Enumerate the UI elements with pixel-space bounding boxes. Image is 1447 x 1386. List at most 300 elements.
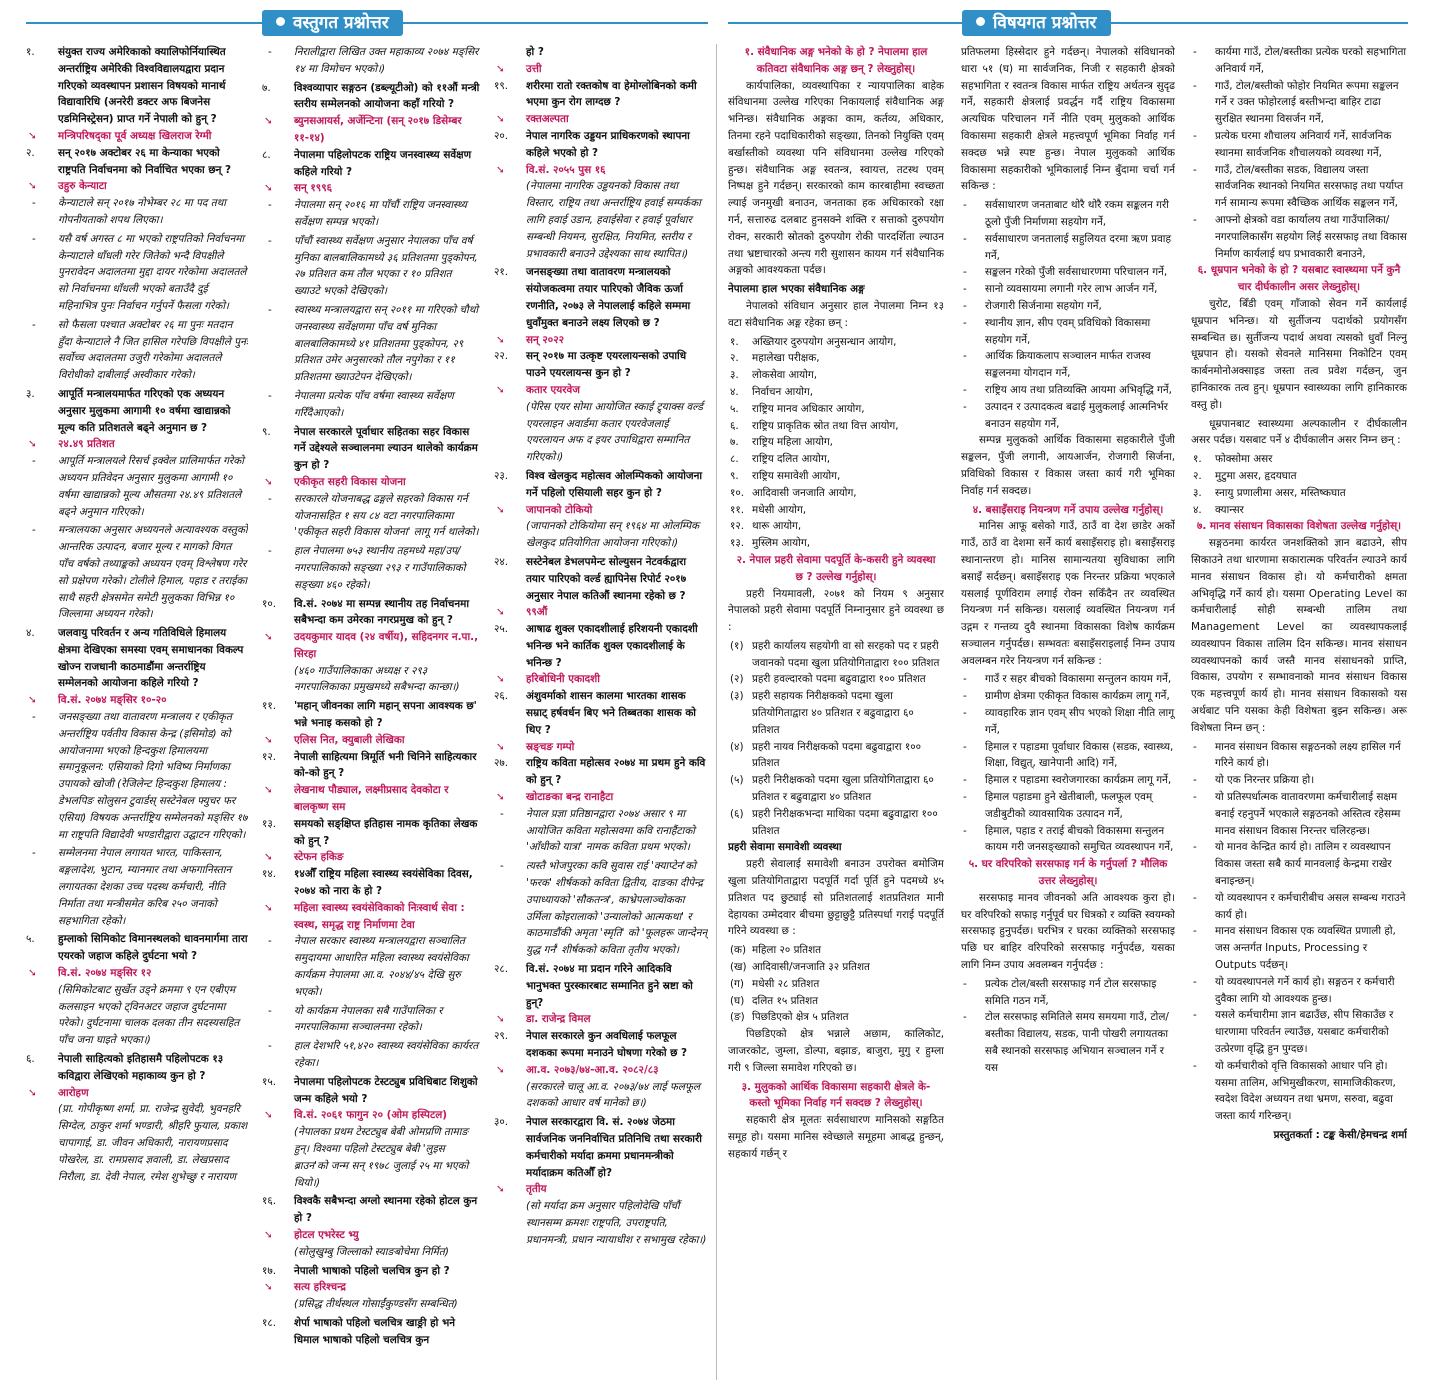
essay-heading-7: ७. मानव संसाधन विकासका विशेषता उल्लेख गर्नुहोस्। xyxy=(1196,520,1402,533)
answer: ➘ कतार एयरवेज xyxy=(494,382,708,399)
list-marker: (३) xyxy=(730,690,744,703)
list-marker: - xyxy=(963,740,967,753)
dot-icon xyxy=(976,17,985,26)
list-item: - यो व्यवस्थापन र कर्मचारीबीच असल सम्बन्ध गराउने कार्य हो। xyxy=(1193,891,1406,921)
list-marker: ८. xyxy=(730,453,739,466)
answer: ➘ तृतीय xyxy=(494,1181,708,1198)
list-item: - ग्रामीण क्षेत्रमा एकीकृत विकास कार्यक्रम लागू गर्ने, xyxy=(961,688,1175,705)
dash-marker: - xyxy=(268,1040,272,1053)
list-item: (१) प्रहरी कार्यालय सहयोगी वा सो सरहको पद र प्रहरी जवानको पदमा खुला प्रतियोगिताद्वारा १०० प्रतिशत xyxy=(730,639,940,669)
essay-paragraph: सहकारी क्षेत्र मूलतः सर्वसाधारण मानिसको सङ्गठित समूह हो। यसमा मानिस स्वेच्छाले समूहमा आबद्ध हुन्छन्, सहकार्य गर्छन् र xyxy=(728,1114,944,1160)
answer: ➘ हरिबोधिनी एकादशी xyxy=(494,671,708,688)
police-list xyxy=(728,638,944,840)
list-item: १०. आदिवासी जनजाति आयोग, xyxy=(728,485,944,502)
right-section-title: विषयगत प्रश्नोत्तर xyxy=(993,13,1097,33)
dash-marker: - xyxy=(32,524,36,537)
list-item: - मानव संसाधन विकास सङ्गठनको लक्ष्य हासिल गर्न गरिने कार्य हो। xyxy=(1193,740,1401,770)
essay-heading-5: ५. घर वरिपरिको सरसफाइ गर्न के गर्नुपर्ला ? मौलिक उत्तर लेख्नुहोस्। xyxy=(968,858,1168,888)
essay-paragraph: सम्पन्न मुलुकको आर्थिक विकासमा सहकारीले पुँजी सङ्कलन, पुँजी लगानी, आयआर्जन, रोजगारी सिर्जना, प्रविधिको विकास र विकास जस्ता कार्य गरी भूमिका निर्वाह गर्न सक्दछ। xyxy=(961,434,1175,497)
sanitation-list-continued xyxy=(1191,44,1407,262)
author-credit: प्रस्तुतकर्ता : टङ्क केसी/हेमचन्द्र शर्मा xyxy=(1273,1129,1407,1141)
answer: ➘ रक्तअल्पता xyxy=(494,111,708,128)
list-marker: ७. xyxy=(730,436,739,449)
question-number: ११. xyxy=(262,700,277,713)
smoking-effects-list xyxy=(1191,451,1407,518)
list-marker: ४. xyxy=(730,385,739,398)
explanation: (प्रसिद्ध तीर्थस्थल गोसाईंकुण्डसँग सम्बन्धित) xyxy=(294,1298,458,1311)
question-number: २३. xyxy=(494,469,509,482)
list-item: ७. राष्ट्रिय महिला आयोग, xyxy=(728,434,944,451)
list-item: - यो एक निरन्तर प्रक्रिया हो। xyxy=(1191,772,1407,789)
essay-heading-4: ४. बसाइँसराइ नियन्त्रण गर्ने उपाय उल्लेख गर्नुहोस्। xyxy=(972,503,1164,516)
list-item: - हिमाल पहाडमा हुने खेतीबाली, फलफूल एवम् जडीबुटीको व्यावसायिक उत्पादन गर्ने, xyxy=(963,791,1153,820)
answer: ➘ सत्य हरिश्चन्द्र xyxy=(262,1279,480,1296)
list-item: २. मुटुमा असर, हृदयघात xyxy=(1191,468,1407,485)
question: ३. आपूर्ति मन्त्रालयमार्फत गरिएको एक अध्ययन अनुसार मुलुकमा आगामी १० वर्षमा खाद्यान्नको मूल्य कति प्रतिशतले बढ्ने अनुमान छ ? xyxy=(26,387,231,434)
list-item: (२) प्रहरी हवल्दारको पदमा बढुवाद्वारा १०० प्रतिशत xyxy=(728,671,944,688)
list-marker: - xyxy=(1193,774,1197,787)
essay-paragraph: पिछडिएको क्षेत्र भन्नाले अछाम, कालिकोट, जाजरकोट, जुम्ला, डोल्पा, बझाङ, बाजुरा, मुगु र हुम्ला गरी ९ जिल्ला समावेश गरिएको छ। xyxy=(728,1028,944,1074)
arrow-icon: ➘ xyxy=(28,1086,37,1099)
dash-marker: - xyxy=(32,455,36,468)
explanation: - हाल देशभरि ५१,४२० स्वास्थ्य स्वयंसेविका कार्यरत रहेका। xyxy=(268,1040,479,1070)
list-marker: - xyxy=(963,707,967,720)
list-marker: १०. xyxy=(730,486,745,499)
explanation: (नेपालमा नागरिक उड्डयनको विकास तथा विस्तार, राष्ट्रिय तथा अन्तर्राष्ट्रिय हवाई सम्पर्कका लागि हवाई उडान, हवाईसेवा र हवाई पूर्वाधार सम्बन्धी नियमन, सुरक्षित, नियमित, स्तरीय र प्रभावकारी बनाउने उद्देश्यका साथ स्थापित।) xyxy=(526,180,701,260)
explanation: - यो कार्यक्रम नेपालका सबै गाउँपालिका र नगरपालिकामा सञ्चालनमा रहेको। xyxy=(268,1004,443,1034)
question-number: ८. xyxy=(262,148,271,161)
essay-paragraph: प्रतिफलमा हिस्सेदार हुने गर्दछन्। नेपालको संविधानको धारा ५१ (घ) मा सार्वजनिक, निजी र सहकारी क्षेत्रको सहभागिता र स्वतन्त्र विकास मार्फत राष्ट्रिय अर्थतन्त्र सुदृढ गर्ने, सहकारी क्षेत्रलाई प्रवर्द्धन गर्दै राष्ट्रिय विकासमा अत्यधिक परिचालन गर्ने नीति एवम् मुलुकको आर्थिक विकासमा सहकारी क्षेत्रले महत्त्वपूर्ण भूमिका निर्वाह गर्न सक्दछ भन्ने स्पष्ट हुन्छ। नेपाल मुलुकको आर्थिक विकासमा सहकारीको भूमिकालाई निम्न बुँदामा चर्चा गर्न सकिन्छ : xyxy=(961,46,1175,193)
answer: ➘ आ.व. २०७३/७४-आ.व. २०८२/८३ xyxy=(494,1062,708,1079)
list-marker: - xyxy=(1193,841,1197,854)
answer: ➘ खोटाङका बन्द्र रानाहैटा xyxy=(494,789,708,806)
list-marker: - xyxy=(963,791,967,804)
answer: ➘ स्टेफन हकिङ xyxy=(262,849,480,866)
explanation: (सरकारले चालू आ.व. २०७३/७४ लाई फलफूल दशकको आधार वर्ष मानेको छ।) xyxy=(526,1080,701,1110)
arrow-icon: ➘ xyxy=(496,1013,505,1026)
question-number: १०. xyxy=(262,597,277,610)
question: १८. शेर्पा भाषाको पहिलो चलचित्र खाङ्री हो भने धिमाल भाषाको पहिलो चलचित्र कुन xyxy=(262,1316,456,1346)
list-item: - हिमाल र पहाडमा स्वरोजगारका कार्यक्रम लागू गर्ने, xyxy=(961,772,1175,789)
organ-list xyxy=(728,334,944,552)
question: ८. नेपालमा पहिलोपटक राष्ट्रिय जनस्वास्थ्य सर्वेक्षण कहिले गरियो ? xyxy=(262,148,472,178)
question-number: १. xyxy=(26,46,35,58)
dash-marker: - xyxy=(500,807,504,820)
arrow-icon: ➘ xyxy=(28,694,37,707)
question: २२. सन् २०१७ मा उत्कृष्ट एयरलायन्सको उपाधि पाउने एयरलायन्स कुन हो ? xyxy=(494,350,687,380)
list-item: ८. राष्ट्रिय दलित आयोग, xyxy=(728,451,944,468)
list-item: - व्यावहारिक ज्ञान एवम् सीप भएको शिक्षा नीति लागू गर्ने, xyxy=(963,707,1175,736)
list-marker: - xyxy=(963,977,967,990)
dash-marker: - xyxy=(32,197,36,210)
explanation: (सोलुखुम्बु जिल्लाको स्याङबोचेमा निर्मित) xyxy=(294,1245,449,1258)
question: १३. समयको सङ्क्षिप्त इतिहास नामक कृतिका लेखक को हुन् ? xyxy=(262,817,478,847)
question: हो ? xyxy=(526,46,544,58)
dash-marker: - xyxy=(268,545,272,558)
explanation: - नेपालमा प्रत्येक पाँच वर्षमा स्वास्थ्य सर्वेक्षण गरिँदैआएको। xyxy=(268,389,454,419)
list-marker: (ङ) xyxy=(730,1011,745,1024)
question: ४. जलवायु परिवर्तन र अन्य गतिविधिले हिमालय क्षेत्रमा देखिएका समस्या एवम् समाधानका विकल्प खोज्न राजधानी काठमाडौंमा अन्तर्राष्ट्रिय सम्मेलनको आयोजना कहिले गरियो ? xyxy=(26,627,244,690)
hr-features-list xyxy=(1191,739,1407,1125)
question-number: १७. xyxy=(262,1264,277,1277)
dash-marker: - xyxy=(32,711,36,724)
list-item: (घ) दलित १५ प्रतिशत xyxy=(728,993,944,1010)
list-item: - राष्ट्रिय आय तथा प्रतिव्यक्ति आयमा अभिवृद्धि गर्ने, xyxy=(961,382,1175,399)
list-item: - यो प्रतिस्पर्धात्मक वातावरणमा कर्मचारीलाई सक्षम बनाई रहनुपर्ने भएकाले सङ्गठनको अस्तित्व रहेसम्म मानव संसाधन विकास निरन्तर चलिरहन्छ। xyxy=(1193,791,1401,837)
explanation: - आपूर्ति मन्त्रालयले रिसर्च इक्वेल प्रालिमार्फत गरेको अध्ययन प्रतिवेदन अनुसार मुलुकमा आगामी १० वर्षमा खाद्यान्नको मूल्य औसतमा २४.४९ प्रतिशतले बढ्ने अनुमान गरिएको। xyxy=(32,455,244,518)
list-item: - हिमाल, पहाड र तराई बीचको विकासमा सन्तुलन कायम गरी जनसङ्ख्याको समुचित व्यवस्थापन गर्ने, xyxy=(963,824,1174,854)
explanation: - नेपाल सरकार स्वास्थ्य मन्त्रालयद्वारा सञ्चालित समुदायमा आधारित महिला स्वास्थ्य स्वयंसेविका कार्यक्रम नेपालमा आ.व. २०४४/४५ देखि सुरु भएको। xyxy=(268,935,469,998)
essay-column-3 xyxy=(1191,44,1407,1380)
list-marker: - xyxy=(963,690,967,703)
question: २. सन् २०१७ अक्टोबर २६ मा केन्याका भएको राष्ट्रपति निर्वाचनमा को निर्वाचित भएका छन् ? xyxy=(26,146,232,176)
list-marker: - xyxy=(963,299,967,312)
explanation: - नेपाल प्रज्ञा प्रतिष्ठानद्वारा २०७४ असार ९ मा आयोजित कविता महोत्सवमा कवि रानाहैंटाको 'आँधीको यात्रा' नामक कविता प्रथम भएको। xyxy=(500,807,695,854)
list-marker: - xyxy=(963,774,967,787)
list-item: - यसले कर्मचारीमा ज्ञान बढाउँछ, सीप सिकाउँछ र धारणामा परिवर्तन ल्याउँछ, यसबाट कर्मचारीको उत्प्रेरणा वृद्धि हुन पुग्दछ। xyxy=(1193,1009,1394,1056)
list-marker: - xyxy=(1193,1059,1197,1072)
arrow-icon: ➘ xyxy=(496,503,505,516)
dash-marker: - xyxy=(268,303,272,316)
dot-icon xyxy=(276,17,285,26)
dash-marker: - xyxy=(268,234,272,247)
question: ७. विश्वव्यापार सङ्गठन (डब्ल्यूटीओ) को ११औं मन्त्री स्तरीय सम्मेलनको आयोजना कहाँ गरियो ? xyxy=(262,81,480,111)
answer: ➘ वि.सं. २०६१ फागुन २० (ओम हस्पिटल) xyxy=(262,1107,480,1124)
list-marker: (५) xyxy=(730,774,744,787)
question: २४. सस्टेनेबल डेभलपमेन्ट सोल्युसन नेटवर्कद्वारा तयार पारिएको वर्ल्ड ह्यापिनेस रिपोर्ट २०१७ अनुसार नेपाल कतिऔं स्थानमा रहेको छ ? xyxy=(494,555,687,602)
list-marker: ११. xyxy=(730,503,745,516)
list-marker: - xyxy=(1193,740,1197,753)
answer: ➘ स्रङ्चङ गम्पो xyxy=(494,739,708,756)
essay-paragraph: प्रहरी सेवालाई समावेशी बनाउन उपरोक्त बमोजिम खुला प्रतियोगिताद्वारा पदपूर्ति गर्दा पूर्ति हुने पदमध्ये ४५ प्रतिशत पद छुट्याई सो प्रतिशतलाई शतप्रतिशत मानी देहायका उम्मेदवार बीचमा छुट्टाछुट्टै प्रतिस्पर्धा गराई पदपूर्ति गरिने व्यवस्था छ : xyxy=(728,858,944,938)
list-item: - सानो व्यवसायमा लगानी गरेर लाभ आर्जन गर्ने, xyxy=(961,281,1175,298)
list-item: - स्थानीय ज्ञान, सीप एवम् प्रविधिको विकासमा सहयोग गर्ने, xyxy=(963,316,1151,346)
question-number: ५. xyxy=(26,933,35,946)
list-marker: (ग) xyxy=(730,977,744,990)
list-item: (५) प्रहरी निरीक्षकको पदमा खुला प्रतियोगिताद्वारा ६० प्रतिशत र बढुवाद्वारा ४० प्रतिशत xyxy=(730,774,934,804)
list-item: - टोल सरसफाइ समितिले समय समयमा गाउँ, टोल/बस्तीका विद्यालय, सडक, पानी पोखरी लगायतका सबै स्थानको सरसफाइ अभियान सञ्चालन गर्ने र यस xyxy=(963,1011,1169,1074)
explanation: (जापानको टोकियोमा सन् १९६४ मा ओलम्पिक खेलकुद प्रतियोगिता आयोजना गरिएको।) xyxy=(526,520,700,550)
essay-subheading: प्रहरी सेवामा समावेशी व्यवस्था xyxy=(728,841,842,854)
list-marker: (घ) xyxy=(730,994,745,1007)
dash-marker: - xyxy=(500,860,504,873)
list-item: - रोजगारी सिर्जनामा सहयोग गर्ने, xyxy=(961,298,1175,315)
essay-paragraph: चुरोट, बिँडी एवम् गाँजाको सेवन गर्ने कार्यलाई धूम्रपान भनिन्छ। यो सुर्तीजन्य पदार्थको प्रयोगसँग सम्बन्धित छ। सुर्तीजन्य पदार्थ अथवा त्यसको धुवाँ निल्नु धूम्रपान हो। यसको सेवनले मानिसमा निकोटिन एवम् कार्बनमोनोअक्साइड जस्ता तत्व प्रवेश गर्दछन्, जुन हानिकारक तत्व हुन्। धूम्रपान स्वास्थ्यका लागि हानिकारक वस्तु हो। xyxy=(1191,297,1407,411)
list-marker: - xyxy=(963,350,967,363)
list-item: १३. मुस्लिम आयोग, xyxy=(728,535,944,552)
question: ५. हुम्लाको सिमिकोट विमानस्थलको धावनमार्गमा तारा एयरको जहाज कहिले दुर्घटना भयो ? xyxy=(26,933,248,963)
list-item: - गाउँ, टोल/बस्तीको फोहोर नियमित रूपमा सङ्कलन गर्ने र उक्त फोहोरलाई बस्तीभन्दा बाहिर टाढा सुरक्षित स्थानमा विसर्जन गर्ने, xyxy=(1193,79,1399,126)
question: १०. वि.सं. २०७४ मा सम्पन्न स्थानीय तह निर्वाचनमा सबैभन्दा कम उमेरका नगरप्रमुख को हुन् ? xyxy=(262,597,470,627)
question-number: ७. xyxy=(262,81,271,94)
arrow-icon: ➘ xyxy=(264,733,273,746)
list-marker: (ख) xyxy=(730,961,747,974)
list-marker: (४) xyxy=(730,740,744,753)
list-item: १. फोक्सोमा असर xyxy=(1191,451,1407,468)
dash-marker: - xyxy=(268,389,272,402)
list-item: (ग) मधेसी २८ प्रतिशत xyxy=(728,976,944,993)
question-number: १६. xyxy=(262,1195,277,1208)
essay-paragraph: नेपालको संविधान अनुसार हाल नेपालमा निम्न १३ वटा संवैधानिक अङ्ग रहेका छन् : xyxy=(728,299,944,329)
list-marker: (२) xyxy=(730,673,744,686)
arrow-icon: ➘ xyxy=(496,113,505,126)
explanation: (नेपालका प्रथम टेस्टट्युब बेबी ओमप्रणि तामाङ हुन्। विश्वमा पहिलो टेस्टट्युब बेबी 'लुइस ब्राउन'को जन्म सन् १९७८ जुलाई २५ मा भएको थियो।) xyxy=(294,1126,469,1189)
list-item: - प्रत्येक घरमा शौचालय अनिवार्य गर्ने, सार्वजनिक स्थानमा सार्वजनिक शौचालयको व्यवस्था गर्ने, xyxy=(1193,129,1392,159)
dash-marker: - xyxy=(32,318,36,331)
question-number: ३०. xyxy=(494,1116,509,1129)
answer: ➘ सन् १९९६ xyxy=(262,180,480,197)
explanation: - त्यस्तै भोजपुरका कवि सुवास राई 'क्याप्टेन'को 'फरक' शीर्षकको कविता द्वितीय, दाङका दीपेन्द्र उपाध्यायको 'सौकतन्त्र', काभ्रेपलाञ्चोकका उर्मिला कोइरालाको 'उन्यालोको आत्मकथा' र काठमाडौंकी अमृता 'स्मृति' को 'फूलहरू जान्देनन् युद्ध गर्न' शीर्षकको कविता तृतीय भएको। xyxy=(500,860,708,957)
arrow-icon: ➘ xyxy=(264,182,273,195)
question-number: २७. xyxy=(494,757,509,770)
question-number: ३. xyxy=(26,387,35,400)
question: ११. 'महान् जीवनका लागि महान् सपना आवश्यक छ' भन्ने भनाइ कसको हो ? xyxy=(262,700,477,730)
question: १६. विश्वकै सबैभन्दा अग्लो स्थानमा रहेको होटल कुन हो ? xyxy=(262,1195,478,1225)
left-section-title: वस्तुगत प्रश्नोत्तर xyxy=(293,13,389,33)
list-item: - कार्यमा गाउँ, टोल/बस्तीका प्रत्येक घरको सहभागिता अनिवार्य गर्ने, xyxy=(1193,46,1407,75)
list-item: ४. निर्वाचन आयोग, xyxy=(728,384,944,401)
question: २८. वि.सं. २०७४ मा प्रदान गरिने आदिकवि भानुभक्त पुरस्कारबाट सम्मानित हुने स्रष्टा को हुन्? xyxy=(494,963,693,1009)
list-item: (ङ) पिछडिएको क्षेत्र ५ प्रतिशत xyxy=(728,1009,944,1026)
essay-heading-3: ३. मुलुकको आर्थिक विकासमा सहकारी क्षेत्रले के-कस्तो भूमिका निर्वाह गर्न सक्दछ ? लेख्नुहोस्। xyxy=(741,1080,931,1110)
answer: ➘ डा. राजेन्द्र विमल xyxy=(494,1011,708,1028)
list-marker: (६) xyxy=(730,807,744,820)
answer: ➘ होटल एभरेस्ट भ्यु xyxy=(262,1227,480,1244)
list-marker: - xyxy=(963,383,967,396)
list-item: ३. लोकसेवा आयोग, xyxy=(728,367,944,384)
answer: ➘ मन्त्रिपरिषद्का पूर्व अध्यक्ष खिलराज रेग्मी xyxy=(26,128,248,145)
question: २७. राष्ट्रिय कविता महोत्सव २०७४ मा प्रथम हुने कवि को हुन् ? xyxy=(494,757,706,787)
question-number: ६. xyxy=(26,1053,35,1066)
question: १. संयुक्त राज्य अमेरिकाको क्यालिफोर्नियास्थित अन्तर्राष्ट्रिय अमेरिकी विश्वविद्यालयद्वारा प्रदान गरिएको व्यवस्थापन प्रशासन विषयको मानार्थ विद्यावारिधि (अनरेरी डक्टर अफ बिजनेस एडमिनिस्ट्रेसन) प्राप्त गर्ने नेपाली को हुन् ? xyxy=(26,46,226,126)
column-divider xyxy=(716,44,717,1380)
dash-marker: - xyxy=(268,199,272,212)
list-marker: - xyxy=(963,283,967,296)
answer: ➘ वि.सं. २०७४ मङ्सिर १२ xyxy=(26,965,248,982)
explanation: - जनसङ्ख्या तथा वातावरण मन्त्रालय र एकीकृत अन्तर्राष्ट्रिय पर्वतीय विकास केन्द्र (इसिमोड) को आयोजनामा भएको हिन्दकुश हिमालयमा समानुकूलन: एसियाको दिगो भविष्य निर्माणका उपायको खोजी (रेजिलेन्ट हिन्दकुश हिमालय : डेभलपिङ सोलुसन टुवार्डस् सस्टेनेबल फ्युचर फर एसिया) विषयक अन्तर्राष्ट्रिय सम्मेलनको मङ्सिर १७ मा राष्ट्रपति विद्यादेवी भण्डारीद्वारा उद्घाटन गरिएको। xyxy=(32,711,248,841)
list-marker: - xyxy=(1193,129,1197,142)
explanation: (पेरिस एयर सोमा आयोजित स्काई ट्र्याक्स वर्ल्ड एयरलाइन अवार्डमा कतार एयरवेजलाई एयरलायन अफ द इयर उपाधिद्वारा सम्मानित गरिएको।) xyxy=(526,400,703,464)
question: ९. नेपाल सरकारले पूर्वाधार सहितका सहर विकास गर्ने उद्देश्यले सञ्चालनमा ल्याउन थालेको कार्यक्रम कुन हो ? xyxy=(262,425,478,472)
list-item: (६) प्रहरी निरीक्षकभन्दा माथिका पदमा बढुवाद्वारा १०० प्रतिशत xyxy=(730,807,938,837)
list-item: ५. राष्ट्रिय मानव अधिकार आयोग, xyxy=(728,401,944,418)
arrow-icon: ➘ xyxy=(496,1183,505,1196)
dash-marker: - xyxy=(268,1004,272,1017)
essay-heading-6: ६. धूम्रपान भनेको के हो ? यसबाट स्वास्थ्यमा पर्ने कुनै चार दीर्घकालीन असर लेख्नुहोस्। xyxy=(1197,264,1401,294)
migration-list xyxy=(961,671,1175,856)
list-marker: ६. xyxy=(730,419,739,432)
question-number: ९. xyxy=(262,425,271,438)
question-number: २८. xyxy=(494,963,509,976)
explanation: - हाल नेपालमा ७५३ स्थानीय तहमध्ये महा/उप/नगरपालिकाको सङ्ख्या २९३ र गाउँपालिकाको सङ्ख्या ४६० रहेको। xyxy=(268,545,466,591)
question-number: ४. xyxy=(26,627,35,640)
question-number: १८. xyxy=(262,1316,277,1329)
list-marker: - xyxy=(963,199,967,212)
list-marker: १. xyxy=(1193,453,1202,466)
arrow-icon: ➘ xyxy=(264,1109,273,1122)
list-marker: १३. xyxy=(730,537,745,550)
essay-subheading: नेपालमा हाल भएका संवैधानिक अङ्ग xyxy=(728,283,865,296)
essay-paragraph: प्रहरी नियमावली, २०७१ को नियम ९ अनुसार नेपालको प्रहरी सेवामा पदपूर्ति निम्नानुसार हुने व्यवस्था छ : xyxy=(728,587,944,634)
question: १४. १४औँ राष्ट्रिय महिला स्वास्थ्य स्वयंसेविका दिवस, २०७४ को नारा के हो ? xyxy=(262,868,473,898)
explanation: - केन्याटाले सन् २०१७ नोभेम्बर २८ मा पद तथा गोपनीयताको शपथ लिएका। xyxy=(32,197,226,226)
arrow-icon: ➘ xyxy=(28,129,37,142)
arrow-icon: ➘ xyxy=(264,631,273,644)
list-marker: - xyxy=(1193,1009,1197,1022)
question-number: १४. xyxy=(262,868,277,881)
list-item: - यो कर्मचारीको वृत्ति विकासको आधार पनि हो। यसमा तालिम, अभिमुखीकरण, सामाजिकीकरण, स्वदेश विदेश अध्ययन तथा भ्रमण, सरुवा, बढुवा जस्ता कार्य गरिन्छन्। xyxy=(1193,1059,1396,1123)
list-item: (क) महिला २० प्रतिशत xyxy=(728,942,944,959)
list-item: (४) प्रहरी नायव निरीक्षकको पदमा बढुवाद्वारा १०० प्रतिशत xyxy=(730,740,922,770)
essay-paragraph: सरसफाइ मानव जीवनको अति आवश्यक कुरा हो। घर वरिपरिको सफाइ गर्नुपूर्व घर धित्रको र व्यक्ति स्वयम्को सरसफाइ हुनुपर्दछ। घरभित्र र घरका व्यक्तिको सरसफाइ पछि घर बाहिर वरिपरिको सरसफाइ गर्नुपर्दछ, यसका लागि निम्न उपाय अवलम्बन गर्नुपर्दछ : xyxy=(961,891,1175,972)
explanation: - नेपालमा सन् २०१६ मा पाँचौं राष्ट्रिय जनस्वास्थ्य सर्वेक्षण सम्पन्न भएको। xyxy=(268,199,467,228)
arrow-icon: ➘ xyxy=(264,1228,273,1241)
answer: ➘ एकीकृत सहरी विकास योजना xyxy=(262,474,480,491)
question-number: २५. xyxy=(494,623,509,636)
dash-marker: - xyxy=(268,935,272,948)
list-marker: १२. xyxy=(730,520,745,533)
list-item: - गाउँ र सहर बीचको विकासमा सन्तुलन कायम गर्ने, xyxy=(961,671,1175,688)
list-item: - यो व्यवस्थापनले गर्ने कार्य हो। सङ्गठन र कर्मचारी दुवैका लागि यो आवश्यक हुन्छ। xyxy=(1193,975,1395,1005)
arrow-icon: ➘ xyxy=(264,851,273,864)
essay-paragraph: धूम्रपानबाट स्वास्थ्यमा अल्पकालीन र दीर्घकालीन असर पर्दछ। यसबाट पर्ने ४ दीर्घकालीन असर निम्न छन् : xyxy=(1191,417,1407,447)
list-marker: - xyxy=(1193,925,1197,938)
arrow-icon: ➘ xyxy=(28,967,37,980)
arrow-icon: ➘ xyxy=(496,163,505,176)
inclusive-list xyxy=(728,942,944,1026)
answer: ➘ लेखनाथ पौड्याल, लक्ष्मीप्रसाद देवकोटा र बालकृष्ण सम xyxy=(264,784,449,814)
question: १९. शरीरमा रातो रक्तकोष वा हेमोग्लोबिनको कमी भएमा कुन रोग लाग्दछ ? xyxy=(494,79,697,109)
question: ३०. नेपाल सरकारद्वारा वि. सं. २०७४ जेठमा सार्वजनिक जननिर्वाचित प्रतिनिधि तथा सरकारी कर्मचारीको मर्यादा क्रममा प्रधानमन्त्रीको मर्यादाक्रम कतिऔँ हो? xyxy=(494,1116,702,1179)
answer: ➘ २४.४९ प्रतिशत xyxy=(26,436,248,453)
list-item: - प्रत्येक टोल/बस्ती सरसफाइ गर्न टोल सरसफाइ समिति गठन गर्ने, xyxy=(963,977,1157,1007)
arrow-icon: ➘ xyxy=(496,333,505,346)
list-marker: - xyxy=(1193,79,1197,92)
arrow-icon: ➘ xyxy=(264,901,273,914)
list-marker: ४. xyxy=(1193,503,1202,516)
arrow-icon: ➘ xyxy=(496,383,505,396)
arrow-icon: ➘ xyxy=(264,475,273,488)
list-marker: - xyxy=(1193,163,1197,176)
explanation: (प्रा. गोपीकृष्ण शर्मा, प्रा. राजेन्द्र सुवेदी, भुवनहरि सिग्देल, ठाकुर शर्मा भण्डारी, श्रीहरि फुयाल, प्रकाश चापागाई, डा. जीवन अधिकारी, नारायणप्रसाद पोखरेल, डा. रामप्रसाद ज्ञवाली, डा. लेखप्रसाद निरौला, डा. देवी नेपाल, रमेश शुभेच्छु र नारायण xyxy=(58,1103,248,1183)
explanation: - पाँचौं स्वास्थ्य सर्वेक्षण अनुसार नेपालका पाँच वर्ष मुनिका बालबालिकामध्ये ३६ प्रतिशतमा पुड्कोपन, २७ प्रतिशत कम तौल भएका र १० प्रतिशत ख्याउटे भएको देखिएको। xyxy=(268,234,478,298)
arrow-icon: ➘ xyxy=(496,1063,505,1076)
explanation: - सरकारले योजनाबद्ध ढङ्गले सहरको विकास गर्न योजनासहित १ सय ८४ वटा नगरपालिकामा 'एकीकृत सहरी विकास योजना' लागू गर्न थालेको। xyxy=(268,492,479,539)
cooperative-list xyxy=(961,197,1175,432)
question: २०. नेपाल नागरिक उड्डयन प्राधिकरणको स्थापना कहिले भएको हो ? xyxy=(494,129,690,159)
question: २१. जनसङ्ख्या तथा वातावरण मन्त्रालयको संयोजकत्वमा तयार पारिएको जैविक ऊर्जा रणनीति, २०७३ ले नेपाललाई कहिले सम्ममा धुवाँमुक्त बनाउने लक्ष्य लिएको छ ? xyxy=(494,266,691,329)
explanation: - सो फैसला पश्चात अक्टोबर २६ मा पुनः मतदान हुँदा केन्याटाले नै जित हासिल गरेपछि विपक्षीले पुनः सर्वोच्च अदालतमा उजुरी गरेकोमा अदालतले विरोधीको दाबीलाई अस्वीकार गरेको। xyxy=(32,318,248,382)
arrow-icon: ➘ xyxy=(264,784,273,797)
list-marker: २. xyxy=(1193,469,1202,482)
list-item: - गाउँ, टोल/बस्तीका सडक, विद्यालय जस्ता सार्वजनिक स्थानको नियमित सरसफाइ तथा पर्याप्त गर्न सामान्य रूपमा स्वैच्छिक आर्थिक सङ्कलन गर्ने, xyxy=(1193,163,1404,210)
question: २९. नेपाल सरकारले कुन अवधिलाई फलफूल दशकका रूपमा मनाउने घोषणा गरेको छ ? xyxy=(494,1030,688,1060)
qa-column-3 xyxy=(494,44,708,1380)
list-marker: - xyxy=(1193,975,1197,988)
list-item: - उत्पादन र उत्पादकत्व बढाई मुलुकलाई आत्मनिर्भर बनाउन सहयोग गर्ने, xyxy=(963,400,1169,430)
list-marker: ९. xyxy=(730,469,739,482)
list-item: १२. थारू आयोग, xyxy=(728,518,944,535)
list-marker: ५. xyxy=(730,402,739,415)
essay-heading-1: १. संवैधानिक अङ्ग भनेको के हो ? नेपालमा हाल कतिवटा संवैधानिक अङ्ग छन् ? लेख्नुहोस्। xyxy=(744,46,928,75)
question-number: १९. xyxy=(494,79,509,92)
essay-heading-2: २. नेपाल प्रहरी सेवामा पदपूर्ति के-कसरी हुने व्यवस्था छ ? उल्लेख गर्नुहोस्। xyxy=(736,553,936,583)
answer: ➘ वि.सं. २०५५ पुस १६ xyxy=(494,162,708,179)
answer: ➘ उहुरु केन्याटा xyxy=(26,178,248,195)
answer: ➘ महिला स्वास्थ्य स्वयंसेविकाको निःस्वार्थ सेवा : स्वस्थ, समृद्ध राष्ट्र निर्माणमा टेवा xyxy=(264,901,465,931)
explanation: - निरालीद्वारा लिखित उक्त महाकाव्य २०७४ मङ्सिर १४ मा विमोचन भएको।) xyxy=(268,46,479,75)
list-item: ९. राष्ट्रिय समावेशी आयोग, xyxy=(728,468,944,485)
list-item: - आर्थिक क्रियाकलाप सञ्चालन मार्फत राजस्व सङ्कलनमा योगदान गर्ने, xyxy=(963,350,1151,380)
list-marker: ३. xyxy=(730,369,739,382)
question: २६. अंशुवर्माको शासन कालमा भारतका शासक सम्राट् हर्षवर्धन बिए भने तिब्बतका शासक को थिए ? xyxy=(494,690,696,736)
question-number: १२. xyxy=(262,750,277,763)
answer: ➘ ९९औं xyxy=(494,604,708,621)
list-item: ११. मधेसी आयोग, xyxy=(728,502,944,519)
list-item: (३) प्रहरी सहायक निरीक्षकको पदमा खुला प्रतियोगिताद्वारा ४० प्रतिशत र बढुवाद्वारा ६० प्रतिशत xyxy=(730,690,914,736)
list-item: - मानव संसाधन विकास एक व्यवस्थित प्रणाली हो, जस अन्तर्गत Inputs, Processing र Outputs पर्दछन्। xyxy=(1193,925,1396,972)
list-item: - सर्वसाधारण जनताबाट थोरै थोरै रकम सङ्कलन गरी ठूलो पुँजी निर्माणमा सहयोग गर्ने, xyxy=(963,199,1169,228)
answer: ➘ एलिस नित, क्युबाली लेखिका xyxy=(262,732,480,749)
explanation: (४६० गाउँपालिकाका अध्यक्ष र २९३ नगरपालिकाका प्रमुखमध्ये सबैभन्दा कान्छा।) xyxy=(294,664,460,694)
question: २५. आषाढ शुक्ल एकादशीलाई हरिशयनी एकादशी भनिन्छ भने कार्तिक शुक्ल एकादशीलाई के भनिन्छ ? xyxy=(494,623,698,669)
answer: ➘ उदयकुमार यादव (२४ वर्षीय), सहिदनगर न.पा., सिरहा xyxy=(264,631,479,660)
question: ६. नेपाली साहित्यको इतिहासमै पहिलोपटक १३ कविद्वारा लेखिएको महाकाव्य कुन हो ? xyxy=(26,1053,224,1082)
list-item: - आफ्नो क्षेत्रको वडा कार्यालय तथा गाउँपालिका/नगरपालिकासँग सहयोग लिई सरसफाइ तथा विकास निर्माण कार्यलाई थप प्रभावकारी बनाउने, xyxy=(1193,213,1407,260)
list-marker: - xyxy=(1193,213,1197,226)
answer: ➘ जापानको टोकियो xyxy=(494,502,708,519)
list-marker: - xyxy=(963,400,967,413)
essay-paragraph: सङ्गठनमा कार्यरत जनशक्तिको ज्ञान बढाउने, सीप सिकाउने तथा धारणामा सकारात्मक परिवर्तन ल्याउने कार्य मानव संसाधन विकास हो। यो कर्मचारीको क्षमता अभिवृद्धि गर्ने कार्य हो। यसमा Operating Level का कर्मचारीलाई सोही सम्बन्धी तालिम तथा Management Level का व्यवस्थापकलाई व्यवस्थापन विकास तालिम दिन सकिन्छ। मानव संसाधन व्यवस्थापनको कार्य जस्तै मानव संसाधनको प्राप्ति, विकास, उपयोग र सम्भावनाको मानव संसाधन विकास एक महत्त्वपूर्ण कार्य हो। मानव संसाधन विकासको यस अर्थबाट पनि यसका केही विशेषता बुझ्न सकिन्छ। अरू विशेषता निम्न छन् : xyxy=(1191,537,1407,734)
explanation: - मन्त्रालयका अनुसार अध्ययनले अत्यावश्यक वस्तुको आन्तरिक उत्पादन, बजार मूल्य र मागको विगत पाँच वर्षको तथ्याङ्कको अध्ययन एवम् विश्लेषण गरेर सो प्रक्षेपण गरेको। टोलीले हिमाल, पहाड र तराईका साथै सहरी क्षेत्रसमेत समेटी मुलुकका विभिन्न १० जिल्लामा अध्ययन गरेको। xyxy=(32,524,248,621)
list-marker: ३. xyxy=(1193,486,1202,499)
question: १२. नेपाली साहित्यमा त्रिमूर्ति भनी चिनिने साहित्यकार को-को हुन् ? xyxy=(262,750,477,780)
list-item: ६. राष्ट्रिय प्राकृतिक स्रोत तथा वित्त आयोग, xyxy=(728,418,944,435)
question: २३. विश्व खेलकुद महोत्सव ओलम्पिकको आयोजना गर्ने पहिलो एसियाली सहर कुन हो ? xyxy=(494,469,703,499)
question-number: २१. xyxy=(494,266,509,279)
dash-marker: - xyxy=(32,232,36,245)
arrow-icon: ➘ xyxy=(264,115,273,128)
arrow-icon: ➘ xyxy=(496,62,505,75)
list-marker: १. xyxy=(730,335,739,348)
list-marker: - xyxy=(1193,46,1197,58)
list-marker: (क) xyxy=(730,944,747,957)
list-item: - सर्वसाधारण जनतालाई सहुलियत दरमा ऋण प्रवाह गर्ने, xyxy=(963,232,1171,262)
question-number: २४. xyxy=(494,555,509,568)
list-marker: - xyxy=(1193,791,1197,804)
question-number: २२. xyxy=(494,350,509,363)
list-item: ४. क्यान्सर xyxy=(1191,502,1407,519)
question: १७. नेपाली भाषाको पहिलो चलचित्र कुन हो ? xyxy=(262,1263,480,1280)
list-marker: - xyxy=(963,232,967,245)
essay-paragraph: कार्यपालिका, व्यवस्थापिका र न्यायपालिका बाहेक संविधानमा उल्लेख गरिएका निकायलाई संवैधानिक अङ्ग भनिन्छ। संवैधानिक अङ्गका काम, कर्तव्य, अधिकार, तिनमा रहने पदाधिकारीको सङ्ख्या, तिनको नियुक्ति एवम् बर्खास्तीको व्यवस्था पनि संविधानमा उल्लेख गरिएको हुन्छ। संवैधानिक अङ्ग स्वतन्त्र, स्वायत्त, तटस्थ एवम् निष्पक्ष हुने गर्दछन्। सरकारको काम कारबाहीमा स्वच्छता ल्याई जनमुखी बनाउन, जनताका हक अधिकारको रक्षा गर्न, सत्तारुढ दलबाट हुनसक्ने शक्ति र सत्ताको दुरुपयोग रोक्न, सरकारी स्रोतको दुरुपयोग रोकी पारदर्शिता ल्याउन तथा भ्रष्टाचारको अन्त्य गरी सुशासन कायम गर्न संवैधानिक अङ्गको आवश्यकता पर्दछ। xyxy=(728,79,944,277)
answer: ➘ सन् २०२२ xyxy=(494,332,708,349)
answer: ➘ ब्युनसआयर्स, अर्जेन्टिना (सन् २०१७ डिसेम्बर ११-१४) xyxy=(264,115,462,144)
list-item: (ख) आदिवासी/जनजाति ३२ प्रतिशत xyxy=(728,959,944,976)
sanitation-list xyxy=(961,976,1175,1077)
arrow-icon: ➘ xyxy=(264,1281,273,1294)
answer: ➘ वि.सं. २०७४ मङ्सिर १०-२० xyxy=(26,692,248,709)
list-marker: - xyxy=(963,266,967,279)
explanation: - यसै वर्ष अगस्त ८ मा भएको राष्ट्रपतिको निर्वाचनमा केन्याटाले धाँधली गरेर जितेको भन्दै विपक्षीले पुनरावेदन अदालतमा मुद्दा दायर गरेकोमा अदालतले सो निर्वाचनमा धाँधली भएको बताउँदै दुई महिनाभित्र पुनः निर्वाचन गर्नुपर्ने फैसला गरेको। xyxy=(32,232,247,312)
arrow-icon: ➘ xyxy=(28,438,37,451)
arrow-icon: ➘ xyxy=(28,180,37,193)
explanation: (सिमिकोटबाट सुर्खेत उड्ने क्रममा ९ एन एबीएम कलसाइन भएको ट्विनअटर जहाज दुर्घटनामा परेको। दुर्घटनामा चालक दलका तीन सदस्यसहित पाँच जना घाइते भएका।) xyxy=(58,983,240,1047)
left-section-banner xyxy=(262,10,403,36)
list-marker: - xyxy=(963,673,967,686)
list-item: २. महालेखा परीक्षक, xyxy=(728,350,944,367)
qa-column-1 xyxy=(26,44,248,1380)
